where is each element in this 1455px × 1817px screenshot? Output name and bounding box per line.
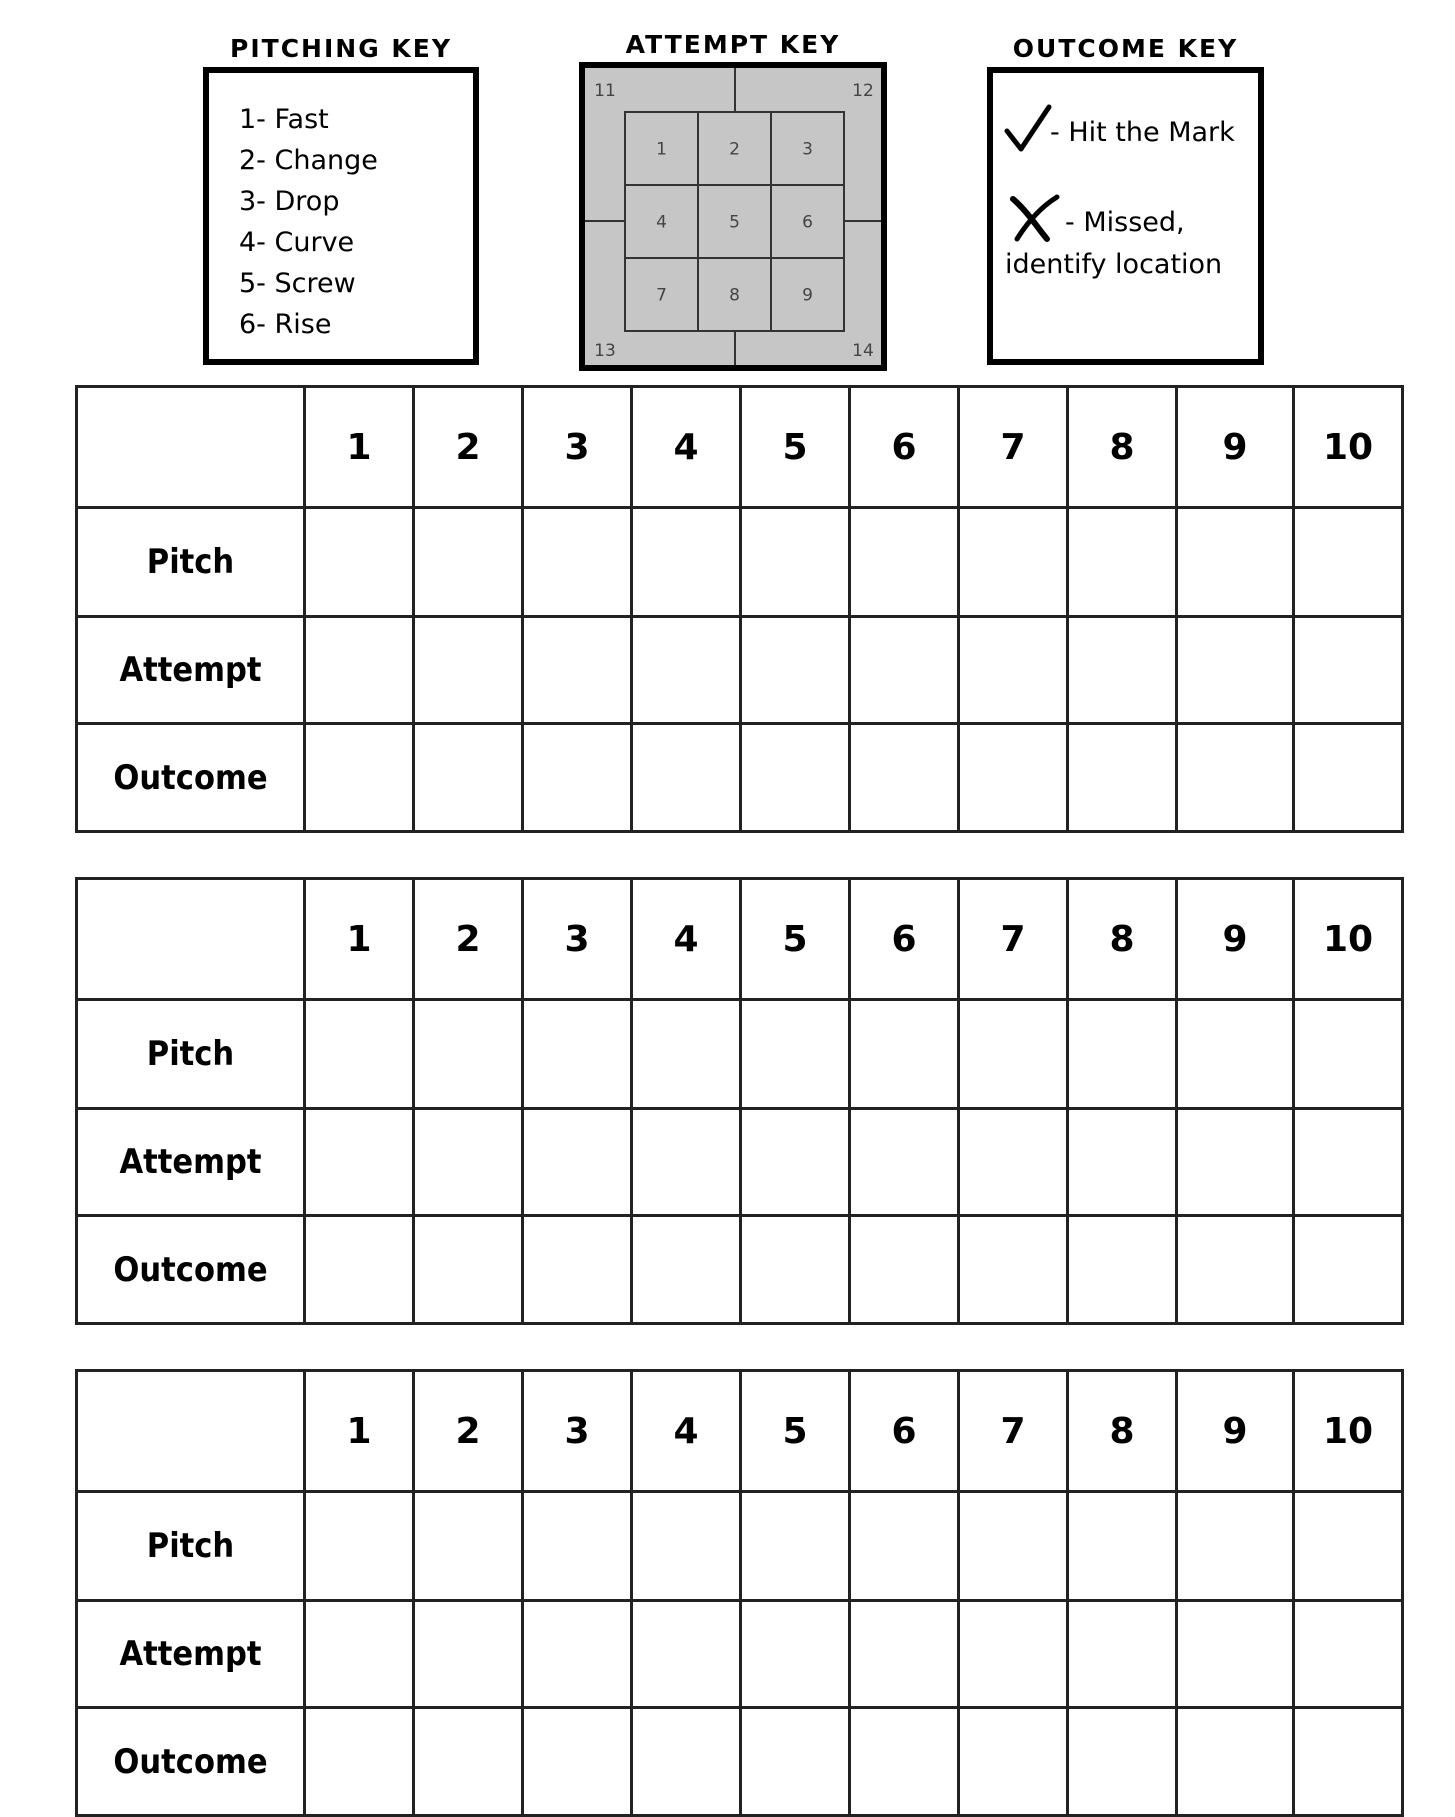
column-header: 8 <box>1068 879 1177 1000</box>
entry-cell[interactable] <box>305 1492 414 1601</box>
entry-cell[interactable] <box>850 617 959 724</box>
entry-cell[interactable] <box>1068 1216 1177 1324</box>
table-row <box>77 1000 1403 1109</box>
column-header: 9 <box>1177 387 1294 508</box>
column-header: 8 <box>1068 1371 1177 1492</box>
entry-cell[interactable] <box>523 617 632 724</box>
cross-icon <box>1007 193 1061 243</box>
attempt-key-title: ATTEMPT KEY <box>625 30 841 59</box>
zone-label-12: 12 <box>852 81 874 101</box>
entry-cell[interactable] <box>414 1000 523 1109</box>
zone-label-1: 1 <box>656 139 667 160</box>
zone-label-9: 9 <box>802 285 813 306</box>
table-row <box>77 1216 1403 1324</box>
entry-cell[interactable] <box>414 1492 523 1601</box>
entry-cell[interactable] <box>305 617 414 724</box>
entry-cell[interactable] <box>632 1601 741 1708</box>
entry-cell[interactable] <box>305 508 414 617</box>
outcome-key-box <box>987 67 1264 365</box>
entry-cell[interactable] <box>959 1216 1068 1324</box>
strike-zone-diagram <box>585 68 881 365</box>
column-header: 6 <box>850 1371 959 1492</box>
row-label: Pitch <box>77 508 305 617</box>
entry-cell[interactable] <box>850 1216 959 1324</box>
entry-cell[interactable] <box>414 1109 523 1216</box>
pitch-type-item: 1- Fast <box>239 104 329 135</box>
entry-cell[interactable] <box>1068 1708 1177 1816</box>
entry-cell[interactable] <box>632 508 741 617</box>
entry-cell[interactable] <box>959 617 1068 724</box>
column-header: 10 <box>1294 879 1403 1000</box>
entry-cell[interactable] <box>632 1708 741 1816</box>
entry-cell[interactable] <box>741 1216 850 1324</box>
entry-cell[interactable] <box>1294 1109 1403 1216</box>
column-header: 1 <box>305 387 414 508</box>
entry-cell[interactable] <box>850 1601 959 1708</box>
zone-label-8: 8 <box>729 285 740 306</box>
entry-cell[interactable] <box>632 1109 741 1216</box>
pitch-type-item: 5- Screw <box>239 268 356 299</box>
column-header: 3 <box>523 387 632 508</box>
tracking-table-1 <box>75 385 1404 833</box>
entry-cell[interactable] <box>632 1216 741 1324</box>
entry-cell[interactable] <box>305 1109 414 1216</box>
entry-cell[interactable] <box>959 1708 1068 1816</box>
entry-cell[interactable] <box>1177 1601 1294 1708</box>
entry-cell[interactable] <box>523 724 632 832</box>
entry-cell[interactable] <box>1068 508 1177 617</box>
column-header: 7 <box>959 1371 1068 1492</box>
entry-cell[interactable] <box>1294 1000 1403 1109</box>
entry-cell[interactable] <box>305 1601 414 1708</box>
zone-label-6: 6 <box>802 212 813 233</box>
entry-cell[interactable] <box>850 724 959 832</box>
entry-cell[interactable] <box>741 1601 850 1708</box>
entry-cell[interactable] <box>523 1109 632 1216</box>
entry-cell[interactable] <box>523 1492 632 1601</box>
table-row <box>77 1708 1403 1816</box>
entry-cell[interactable] <box>741 1000 850 1109</box>
entry-cell[interactable] <box>305 1216 414 1324</box>
pitch-type-item: 2- Change <box>239 145 378 176</box>
entry-cell[interactable] <box>850 1000 959 1109</box>
table-row <box>77 724 1403 832</box>
column-header: 2 <box>414 1371 523 1492</box>
entry-cell[interactable] <box>305 1000 414 1109</box>
pitch-type-item: 3- Drop <box>239 186 340 217</box>
row-label: Attempt <box>77 1109 305 1216</box>
entry-cell[interactable] <box>1294 724 1403 832</box>
entry-cell[interactable] <box>1068 1492 1177 1601</box>
column-header: 4 <box>632 879 741 1000</box>
entry-cell[interactable] <box>741 1109 850 1216</box>
column-header: 7 <box>959 387 1068 508</box>
column-header: 9 <box>1177 1371 1294 1492</box>
table-row <box>77 1109 1403 1216</box>
entry-cell[interactable] <box>959 1492 1068 1601</box>
entry-cell[interactable] <box>741 508 850 617</box>
pitching-key-box <box>203 67 479 365</box>
entry-cell[interactable] <box>1177 1216 1294 1324</box>
zone-label-13: 13 <box>594 341 616 361</box>
column-header: 5 <box>741 879 850 1000</box>
column-header: 7 <box>959 879 1068 1000</box>
column-header: 2 <box>414 387 523 508</box>
column-header: 4 <box>632 1371 741 1492</box>
column-header: 2 <box>414 879 523 1000</box>
entry-cell[interactable] <box>959 508 1068 617</box>
column-header: 4 <box>632 387 741 508</box>
column-header: 6 <box>850 879 959 1000</box>
entry-cell[interactable] <box>1177 1708 1294 1816</box>
row-label: Pitch <box>77 1000 305 1109</box>
entry-cell[interactable] <box>632 1492 741 1601</box>
entry-cell[interactable] <box>1294 617 1403 724</box>
zone-label-5: 5 <box>729 212 740 233</box>
entry-cell[interactable] <box>414 1601 523 1708</box>
column-header: 5 <box>741 1371 850 1492</box>
entry-cell[interactable] <box>523 1000 632 1109</box>
entry-cell[interactable] <box>959 724 1068 832</box>
column-header: 3 <box>523 879 632 1000</box>
entry-cell[interactable] <box>1068 1000 1177 1109</box>
row-label: Attempt <box>77 617 305 724</box>
entry-cell[interactable] <box>1068 1109 1177 1216</box>
row-label: Outcome <box>77 724 305 832</box>
entry-cell[interactable] <box>741 1492 850 1601</box>
entry-cell[interactable] <box>959 1000 1068 1109</box>
pitching-key-list <box>209 73 473 345</box>
tracking-table-3 <box>75 1369 1404 1817</box>
zone-label-14: 14 <box>852 341 874 361</box>
entry-cell[interactable] <box>414 1708 523 1816</box>
entry-cell[interactable] <box>850 1109 959 1216</box>
zone-label-2: 2 <box>729 139 740 160</box>
row-label: Pitch <box>77 1492 305 1601</box>
zone-label-11: 11 <box>594 81 616 101</box>
table-row <box>77 1601 1403 1708</box>
check-icon <box>1003 103 1053 155</box>
zone-label-7: 7 <box>656 285 667 306</box>
entry-cell[interactable] <box>523 1601 632 1708</box>
entry-cell[interactable] <box>414 724 523 832</box>
entry-cell[interactable] <box>523 508 632 617</box>
entry-cell[interactable] <box>1177 1492 1294 1601</box>
entry-cell[interactable] <box>1294 508 1403 617</box>
column-header: 10 <box>1294 387 1403 508</box>
entry-cell[interactable] <box>850 508 959 617</box>
corner-cell <box>77 1371 305 1492</box>
tracking-table-2 <box>75 877 1404 1325</box>
entry-cell[interactable] <box>632 617 741 724</box>
column-header: 3 <box>523 1371 632 1492</box>
entry-cell[interactable] <box>1177 1000 1294 1109</box>
row-label: Outcome <box>77 1708 305 1816</box>
entry-cell[interactable] <box>414 1216 523 1324</box>
entry-cell[interactable] <box>1294 1708 1403 1816</box>
entry-cell[interactable] <box>414 508 523 617</box>
entry-cell[interactable] <box>1294 1601 1403 1708</box>
entry-cell[interactable] <box>850 1492 959 1601</box>
hit-label: - Hit the Mark <box>1050 117 1235 148</box>
entry-cell[interactable] <box>305 1708 414 1816</box>
column-header: 5 <box>741 387 850 508</box>
entry-cell[interactable] <box>959 1601 1068 1708</box>
corner-cell <box>77 387 305 508</box>
entry-cell[interactable] <box>1068 617 1177 724</box>
pitch-type-item: 6- Rise <box>239 309 332 340</box>
miss-label: - Missed, <box>1065 207 1185 238</box>
entry-cell[interactable] <box>1177 1109 1294 1216</box>
row-label: Outcome <box>77 1216 305 1324</box>
entry-cell[interactable] <box>1177 508 1294 617</box>
entry-cell[interactable] <box>305 724 414 832</box>
miss-label-location: identify location <box>1005 249 1223 280</box>
table-row <box>77 508 1403 617</box>
zone-label-4: 4 <box>656 212 667 233</box>
table-row <box>77 1492 1403 1601</box>
entry-cell[interactable] <box>1294 1492 1403 1601</box>
entry-cell[interactable] <box>741 617 850 724</box>
column-header: 8 <box>1068 387 1177 508</box>
column-header: 10 <box>1294 1371 1403 1492</box>
pitching-key-title: PITCHING KEY <box>230 34 452 63</box>
entry-cell[interactable] <box>850 1708 959 1816</box>
entry-cell[interactable] <box>1068 1601 1177 1708</box>
corner-cell <box>77 879 305 1000</box>
entry-cell[interactable] <box>414 617 523 724</box>
pitch-type-item: 4- Curve <box>239 227 355 258</box>
entry-cell[interactable] <box>741 1708 850 1816</box>
table-row <box>77 617 1403 724</box>
entry-cell[interactable] <box>1294 1216 1403 1324</box>
entry-cell[interactable] <box>523 1708 632 1816</box>
zone-label-3: 3 <box>802 139 813 160</box>
column-header: 9 <box>1177 879 1294 1000</box>
column-header: 1 <box>305 1371 414 1492</box>
outcome-key-title: OUTCOME KEY <box>1012 34 1239 63</box>
entry-cell[interactable] <box>1177 617 1294 724</box>
entry-cell[interactable] <box>632 724 741 832</box>
column-header: 6 <box>850 387 959 508</box>
entry-cell[interactable] <box>523 1216 632 1324</box>
entry-cell[interactable] <box>741 724 850 832</box>
entry-cell[interactable] <box>959 1109 1068 1216</box>
entry-cell[interactable] <box>1068 724 1177 832</box>
column-header: 1 <box>305 879 414 1000</box>
attempt-key-box <box>579 62 887 371</box>
entry-cell[interactable] <box>632 1000 741 1109</box>
row-label: Attempt <box>77 1601 305 1708</box>
entry-cell[interactable] <box>1177 724 1294 832</box>
